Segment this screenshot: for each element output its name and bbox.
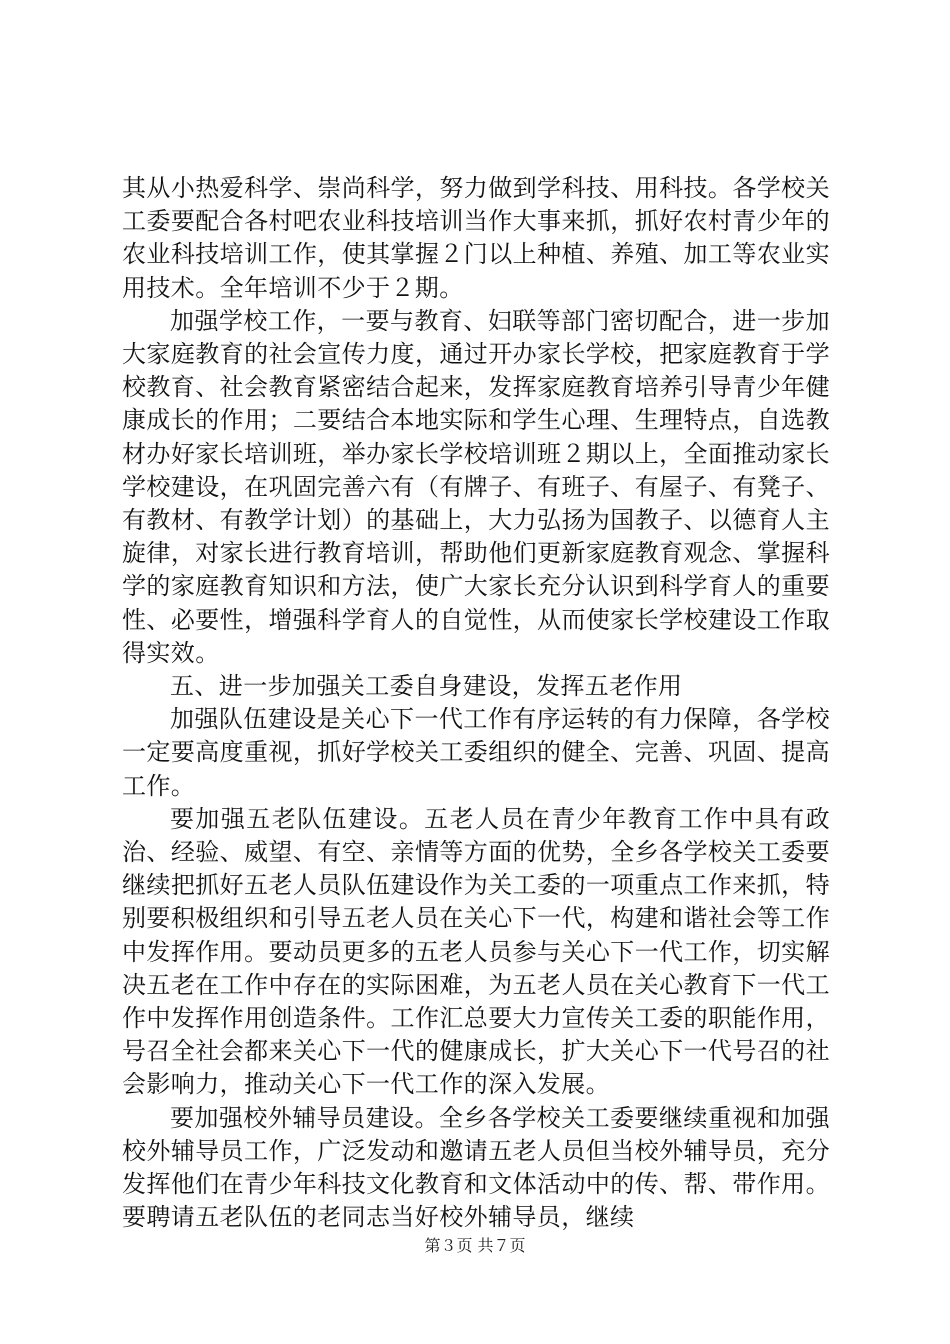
page-number: 第３页 共７页	[424, 1236, 526, 1255]
paragraph-3: 加强队伍建设是关心下一代工作有序运转的有力保障，各学校一定要高度重视，抓好学校关工委组织的健全、完善、巩固、提高工作。	[122, 705, 830, 800]
paragraph-2: 加强学校工作，一要与教育、妇联等部门密切配合，进一步加大家庭教育的社会宣传力度，通过开办家长学校，把家庭教育于学校教育、社会教育紧密结合起来，发挥家庭教育培养引导青少年健康成长的作用；二要结合本地实际和学生心理、生理特点，自选教材办好家长培训班，举办家长学校培训班２期以上，全面推动家长学校建设，在巩固完善六有（有牌子、有班子、有屋子、有凳子、有教材、有教学计划）的基础上，大力弘扬为国教子、以德育人主旋律，对家长进行教育培训，帮助他们更新家庭教育观念、掌握科学的家庭教育知识和方法，使广大家长充分认识到科学育人的重要性、必要性，增强科学育人的自觉性，从而使家长学校建设工作取得实效。	[122, 306, 830, 667]
page-footer	[0, 1233, 950, 1256]
paragraph-4: 要加强五老队伍建设。五老人员在青少年教育工作中具有政治、经验、威望、有空、亲情等方面的优势，全乡各学校关工委要继续把抓好五老人员队伍建设作为关工委的一项重点工作来抓，特别要积极组织和引导五老人员在关心下一代，构建和谐社会等工作中发挥作用。要动员更多的五老人员参与关心下一代工作，切实解决五老在工作中存在的实际困难，为五老人员在关心教育下一代工作中发挥作用创造条件。工作汇总要大力宣传关工委的职能作用，号召全社会都来关心下一代的健康成长，扩大关心下一代号召的社会影响力，推动关心下一代工作的深入发展。	[122, 804, 830, 1099]
document-body	[122, 172, 830, 1235]
section-heading-5: 五、进一步加强关工委自身建设，发挥五老作用	[170, 672, 683, 701]
paragraph-1: 其从小热爱科学、崇尚科学，努力做到学科技、用科技。各学校关工委要配合各村吧农业科技培训当作大事来抓，抓好农村青少年的农业科技培训工作，使其掌握２门以上种植、养殖、加工等农业实用技术。全年培训不少于２期。	[122, 174, 830, 302]
paragraph-5: 要加强校外辅导员建设。全乡各学校关工委要继续重视和加强校外辅导员工作，广泛发动和邀请五老人员但当校外辅导员，充分发挥他们在青少年科技文化教育和文体活动中的传、帮、带作用。要聘请五老队伍的老同志当好校外辅导员，继续	[122, 1103, 830, 1232]
